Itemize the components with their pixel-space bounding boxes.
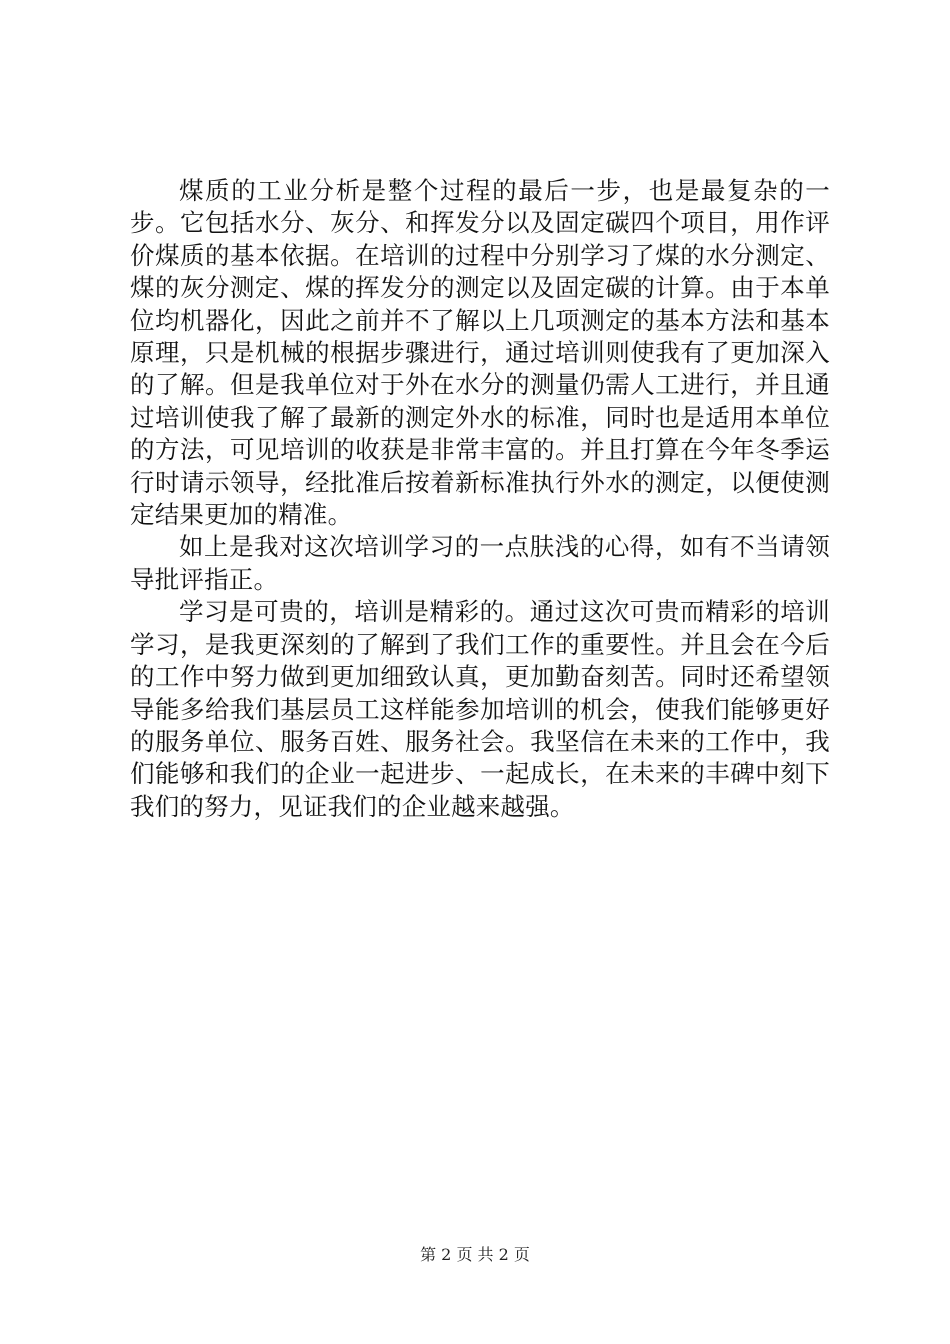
paragraph-conclusion: 学习是可贵的，培训是精彩的。通过这次可贵而精彩的培训学习，是我更深刻的了解到了我们工作的重要性。并且会在今后的工作中努力做到更加细致认真，更加勤奋刻苦。同时还希望领导能多给我们基层员工这样能参加培训的机会，使我们能够更好的服务单位、服务百姓、服务社会。我坚信在未来的工作中，我们能够和我们的企业一起进步、一起成长，在未来的丰碑中刻下我们的努力，见证我们的企业越来越强。 — [130, 597, 830, 821]
paragraph-closing-remark: 如上是我对这次培训学习的一点肤浅的心得，如有不当请领导批评指正。 — [130, 532, 830, 594]
page-footer: 第 2 页 共 2 页 — [420, 1245, 530, 1264]
document-body — [130, 175, 830, 823]
paragraph-coal-analysis: 煤质的工业分析是整个过程的最后一步，也是最复杂的一步。它包括水分、灰分、和挥发分以及固定碳四个项目，用作评价煤质的基本依据。在培训的过程中分别学习了煤的水分测定、煤的灰分测定、煤的挥发分的测定以及固定碳的计算。由于本单位均机器化，因此之前并不了解以上几项测定的基本方法和基本原理，只是机械的根据步骤进行，通过培训则使我有了更加深入的了解。但是我单位对于外在水分的测量仍需人工进行，并且通过培训使我了解了最新的测定外水的标准，同时也是适用本单位的方法，可见培训的收获是非常丰富的。并且打算在今年冬季运行时请示领导，经批准后按着新标准执行外水的测定，以便使测定结果更加的精准。 — [130, 176, 830, 530]
